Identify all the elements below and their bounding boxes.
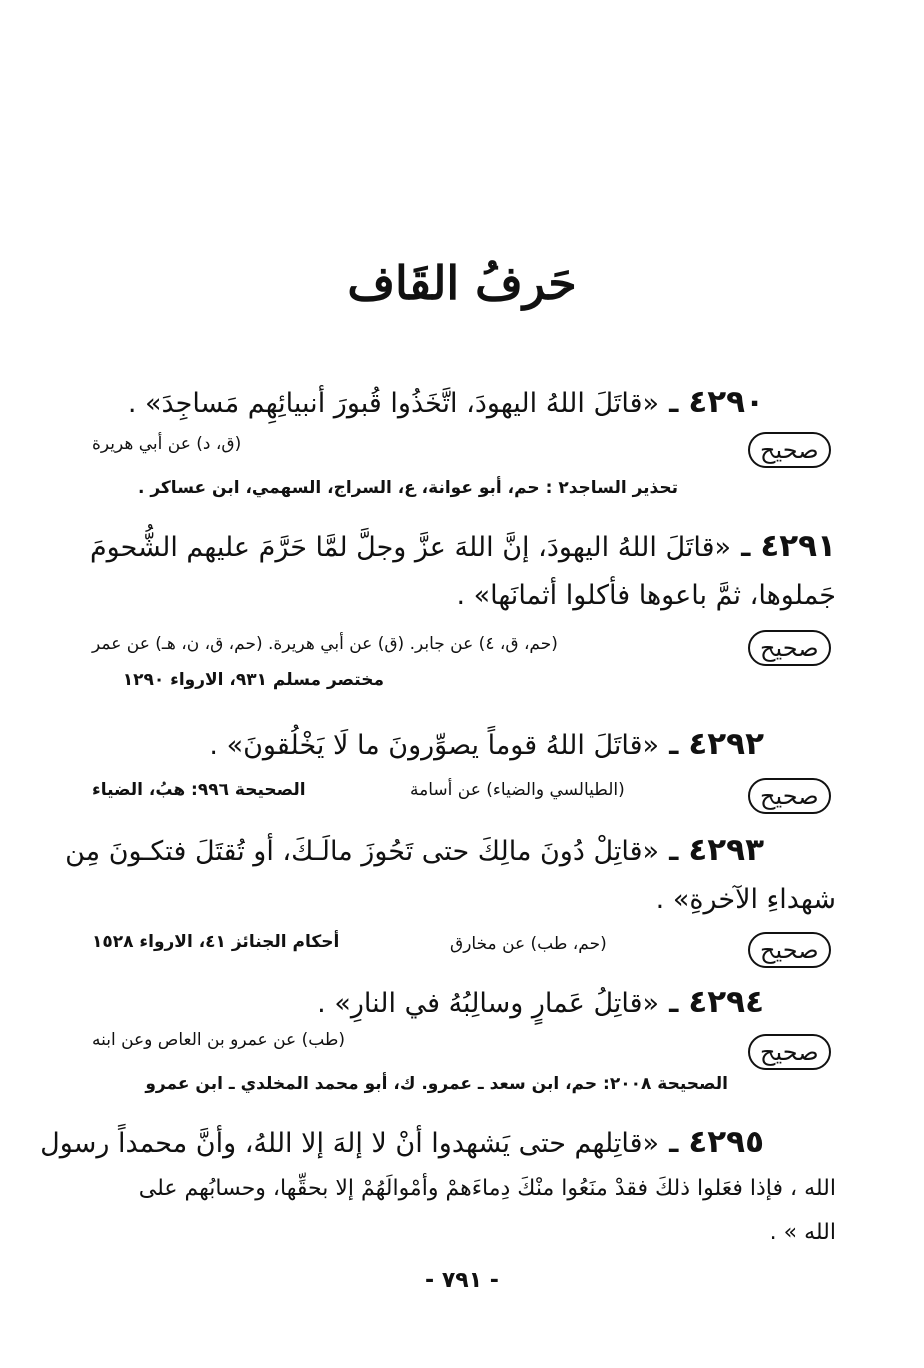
hadith-number: ٤٢٩٣: [688, 832, 764, 868]
chapter-title: حَرفُ القَاف: [347, 256, 577, 310]
grade-badge: صحيح: [748, 778, 831, 814]
hadith-source: (ق، د) عن أبي هريرة: [92, 434, 242, 454]
grade-badge: صحيح: [748, 932, 831, 968]
hadith-4290: ٤٢٩٠ـ«قاتَلَ اللهُ اليهودَ، اتَّخَذُوا قُبورَ أنبيائِهِم مَساجِدَ» .: [127, 384, 764, 420]
hadith-4294: ٤٢٩٤ـ«قاتِلُ عَمارٍ وسالِبُهُ في النارِ» .: [317, 984, 764, 1020]
hadith-text: «قاتَلَ اللهُ قوماً يصوِّرونَ ما لَا يَخْلُقونَ» .: [209, 730, 660, 761]
hadith-source: (طب) عن عمرو بن العاص وعن ابنه: [92, 1030, 346, 1050]
hadith-number: ٤٢٩٥: [688, 1124, 764, 1160]
grade-badge: صحيح: [748, 630, 831, 666]
hadith-text-continued: شهداءِ الآخرةِ» .: [655, 884, 836, 915]
hadith-reference: تحذير الساجد٢ : حم، أبو عوانة، ع، السراج، السهمي، ابن عساكر .: [137, 478, 678, 498]
hadith-text: «قاتِلهم حتى يَشهدوا أنْ لا إلهَ إلا اللهُ، وأنَّ محمداً رسول: [40, 1128, 660, 1159]
hadith-4293: ٤٢٩٣ـ«قاتِلْ دُونَ مالِكَ حتى تَحُوزَ مالَـكَ، أو تُقتَلَ فتكـونَ مِن: [65, 832, 764, 868]
hadith-4295: ٤٢٩٥ـ«قاتِلهم حتى يَشهدوا أنْ لا إلهَ إلا اللهُ، وأنَّ محمداً رسول: [40, 1124, 764, 1160]
hadith-number: ٤٢٩٠: [688, 384, 764, 420]
hadith-source: (حم، ق، ٤) عن جابر. (ق) عن أبي هريرة. (حم، ق، ن، هـ) عن عمر: [92, 634, 558, 654]
hadith-4291: ٤٢٩١ـ«قاتَلَ اللهُ اليهودَ، إنَّ اللهَ عزَّ وجلَّ لمَّا حَرَّمَ عليهم الشُّحومَ: [89, 528, 836, 564]
hadith-text-continued: الله ، فإذا فعَلوا ذلكَ فقدْ منَعُوا منْكَ دِماءَهمْ وأمْوالَهُمْ إلا بحقِّها، وحسابُهم على: [138, 1176, 836, 1201]
hadith-text: «قاتِلُ عَمارٍ وسالِبُهُ في النارِ» .: [317, 988, 660, 1019]
hadith-4292: ٤٢٩٢ـ«قاتَلَ اللهُ قوماً يصوِّرونَ ما لَا يَخْلُقونَ» .: [209, 726, 764, 762]
hadith-reference: الصحيحة ٩٩٦: هبُ، الضياء: [92, 780, 306, 800]
hadith-source: (الطيالسي والضياء) عن أسامة: [410, 780, 625, 800]
hadith-reference: أحكام الجنائز ٤١، الارواء ١٥٢٨: [92, 932, 340, 952]
hadith-number: ٤٢٩٤: [688, 984, 764, 1020]
hadith-text: «قاتِلْ دُونَ مالِكَ حتى تَحُوزَ مالَـكَ، أو تُقتَلَ فتكـونَ مِن: [65, 836, 660, 867]
hadith-text: «قاتَلَ اللهُ اليهودَ، اتَّخَذُوا قُبورَ أنبيائِهِم مَساجِدَ» .: [127, 388, 660, 419]
hadith-source: (حم، طب) عن مخارق: [450, 934, 607, 954]
hadith-number: ٤٢٩٢: [688, 726, 764, 762]
hadith-number: ٤٢٩١: [760, 528, 836, 564]
page-number: - ٧٩١ -: [425, 1268, 499, 1293]
hadith-reference: مختصر مسلم ٩٣١، الارواء ١٢٩٠: [122, 670, 384, 690]
hadith-text-continued: الله » .: [769, 1220, 836, 1245]
hadith-text: «قاتَلَ اللهُ اليهودَ، إنَّ اللهَ عزَّ وجلَّ لمَّا حَرَّمَ عليهم الشُّحومَ: [89, 532, 732, 563]
hadith-reference: الصحيحة ٢٠٠٨: حم، ابن سعد ـ عمرو. ك، أبو محمد المخلدي ـ ابن عمرو: [145, 1074, 728, 1094]
grade-badge: صحيح: [748, 432, 831, 468]
hadith-text-continued: جَملوها، ثمَّ باعوها فأكلوا أثمانَها» .: [456, 580, 836, 611]
grade-badge: صحيح: [748, 1034, 831, 1070]
